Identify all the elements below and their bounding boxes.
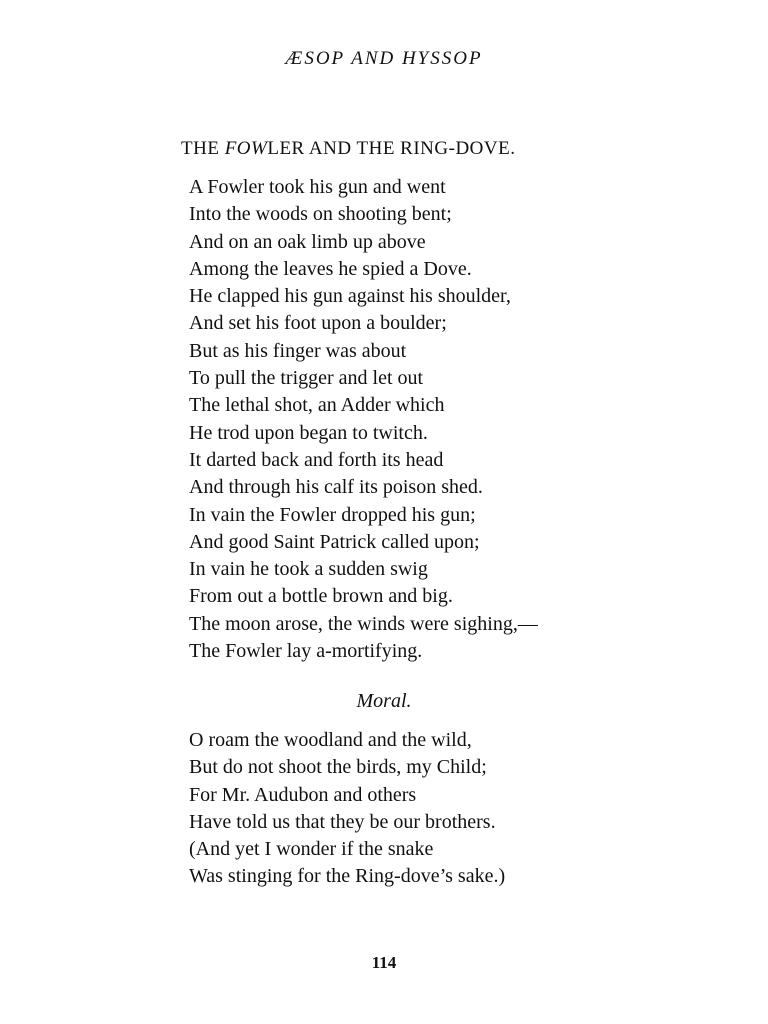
poem-line: Among the leaves he spied a Dove. [189,257,472,280]
page-number: 114 [371,953,397,972]
moral-line: But do not shoot the birds, my Child; [189,756,487,779]
poem-title-part-2: LER AND THE RING-DOVE. [267,138,516,159]
poem-line: And good Saint Patrick called upon; [189,530,480,553]
poem-line: He trod upon began to twitch. [189,421,428,444]
poem-line: It darted back and forth its head [189,448,444,471]
poem-line: The moon arose, the winds were sighing,— [189,612,538,635]
poem-line: From out a bottle brown and big. [189,585,453,608]
poem-line: He clapped his gun against his shoulder, [189,285,511,308]
poem-title [181,138,515,160]
poem-line: And on an oak limb up above [189,230,426,253]
poem-line: Into the woods on shooting bent; [189,203,452,226]
poem-title-part-1: THE [181,138,225,159]
poem-line: To pull the trigger and let out [189,367,424,390]
poem-line: A Fowler took his gun and went [189,176,446,198]
poem-line: And set his foot upon a boulder; [189,312,447,335]
moral-line: Was stinging for the Ring-dove’s sake.) [189,865,506,888]
poem-line: The lethal shot, an Adder which [189,394,445,417]
moral-stanza [189,727,505,891]
moral-line: Have told us that they be our brothers. [189,810,496,833]
poem-title-italic: FOW [224,138,268,159]
poem-line: The Fowler lay a-mortifying. [189,640,423,663]
moral-heading: Moral. [356,690,412,712]
poem-line: In vain the Fowler dropped his gun; [189,503,476,526]
poem-line: But as his finger was about [189,339,407,362]
poem-line: And through his calf its poison shed. [189,476,483,499]
moral-line: (And yet I wonder if the snake [189,838,434,861]
running-head: ÆSOP AND HYSSOP [285,48,483,69]
poem-stanza [189,174,538,665]
moral-line: O roam the woodland and the wild, [189,729,472,751]
moral-line: For Mr. Audubon and others [189,783,417,806]
poem-line: In vain he took a sudden swig [189,558,428,581]
